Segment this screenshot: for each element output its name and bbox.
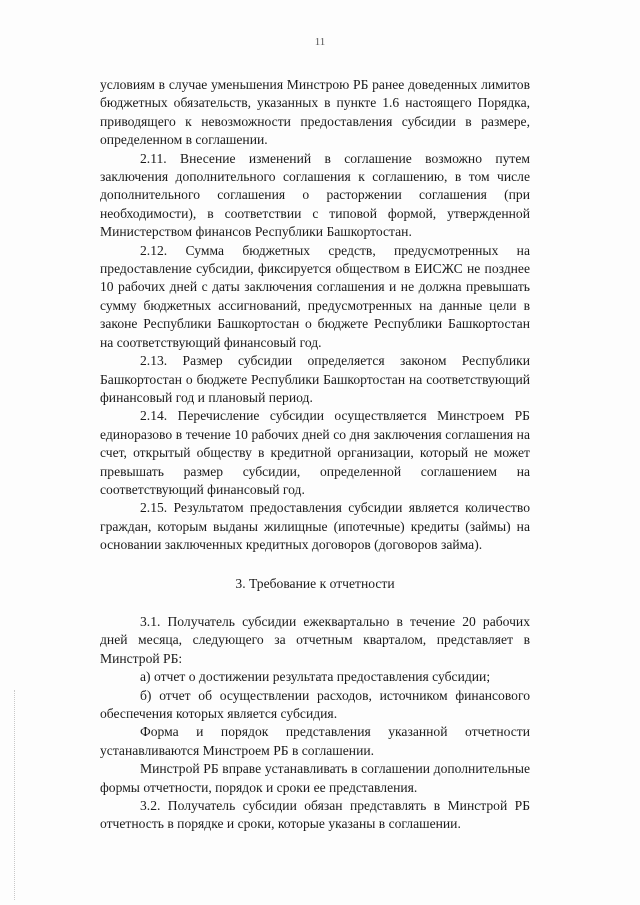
paragraph-2-13: 2.13. Размер субсидии определяется законом Республики Башкортостан о бюджете Республики Башкортостан на соответствующий финансовый год и плановый период. xyxy=(100,353,530,405)
scan-edge-mark xyxy=(14,690,16,900)
paragraph-2-12: 2.12. Сумма бюджетных средств, предусмотренных на предоставление субсидии, фиксируется обществом в ЕИСЖС не позднее 10 рабочих дней с даты заключения соглашения и не должна превышать сумму бюджетных ассигнований, предусмотренных на данные цели в законе Республики Башкортостан о бюджете Республики Башкортостан на соответствующий финансовый год. xyxy=(100,242,530,350)
section-heading: 3. Требование к отчетности xyxy=(235,575,395,591)
paragraph-2-15: 2.15. Результатом предоставления субсидии является количество граждан, которым выданы жилищные (ипотечные) кредиты (займы) на основании заключенных кредитных договоров (договоров займа). xyxy=(100,500,530,553)
paragraph-additional-forms: Минстрой РБ вправе устанавливать в соглашении дополнительные формы отчетности, порядок и сроки ее представления. xyxy=(100,761,530,795)
paragraph-3-1: 3.1. Получатель субсидии ежеквартально в течение 20 рабочих дней месяца, следующего за отчетным кварталом, представляет в Минстрой РБ: xyxy=(100,613,530,666)
paragraph-continuation: условиям в случае уменьшения Минстрою РБ ранее доведенных лимитов бюджетных обязательств, указанных в пункте 1.6 настоящего Порядка, приводящего к невозможности предоставления субсидии в размере, определенном в соглашении. xyxy=(100,77,530,148)
document-body xyxy=(100,76,530,834)
list-item-a: а) отчет о достижении результата предоставления субсидии; xyxy=(140,669,491,685)
list-item-b: б) отчет об осуществлении расходов, источником финансового обеспечения которых является субсидия. xyxy=(100,687,530,721)
paragraph-2-11: 2.11. Внесение изменений в соглашение возможно путем заключения дополнительного соглашения к соглашению, в том числе дополнительного соглашения о расторжении соглашения (при необходимости), в соответствии с типовой формой, утвержденной Министерством финансов Республики Башкортостан. xyxy=(100,150,530,240)
page-number: 11 xyxy=(314,36,326,48)
paragraph-reporting-form: Форма и порядок представления указанной отчетности устанавливаются Минстроем РБ в соглашении. xyxy=(100,724,530,758)
paragraph-3-2: 3.2. Получатель субсидии обязан представлять в Минстрой РБ отчетность в порядке и сроки, которые указаны в соглашении. xyxy=(100,798,530,832)
paragraph-2-14: 2.14. Перечисление субсидии осуществляется Минстроем РБ единоразово в течение 10 рабочих дней со дня заключения соглашения на счет, открытый обществу в кредитной организации, который не может превышать размер субсидии, определенной соглашением на соответствующий финансовый год. xyxy=(100,408,530,497)
